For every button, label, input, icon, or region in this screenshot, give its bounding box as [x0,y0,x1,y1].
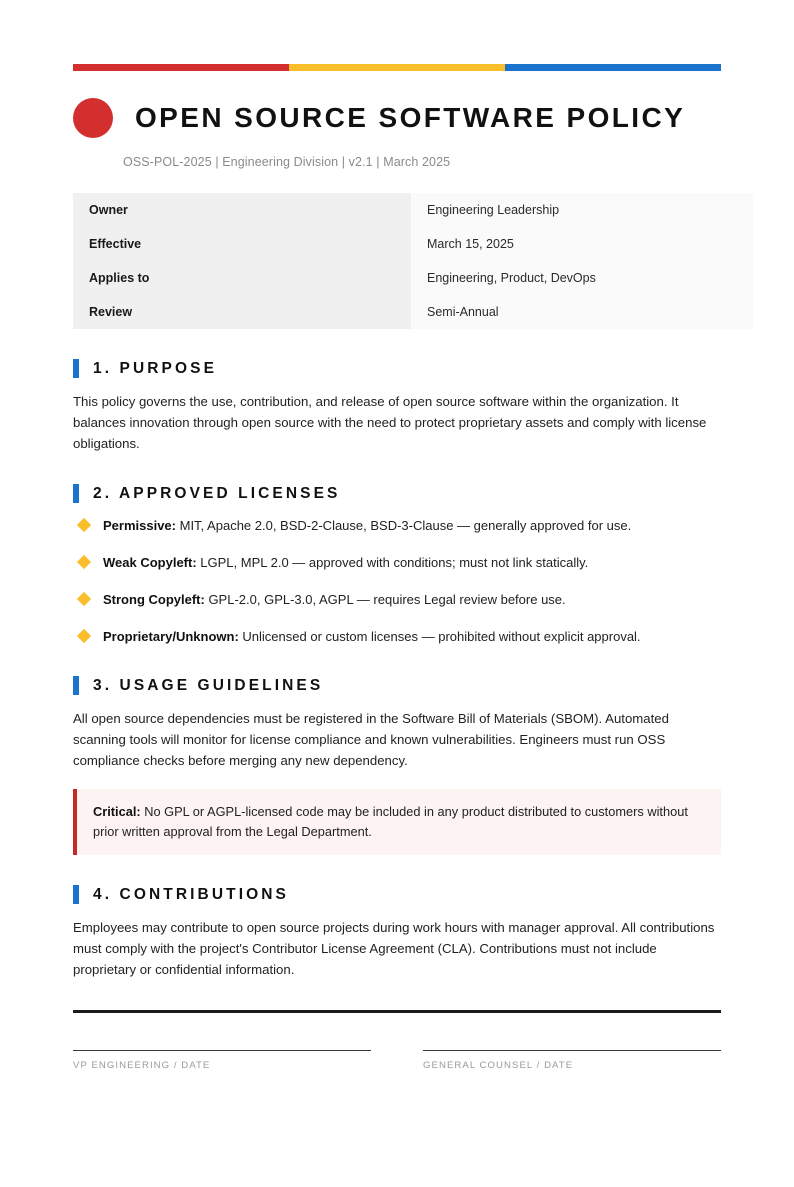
diamond-bullet-icon [77,555,91,569]
accent-segment-red [73,64,289,71]
critical-callout [73,789,721,855]
accent-segment-yellow [289,64,505,71]
meta-value-owner: Engineering Leadership [411,193,753,227]
section-accent-bar-icon [73,885,79,904]
header-accent-bar [73,64,721,71]
diamond-bullet-icon [77,629,91,643]
accent-segment-blue [505,64,721,71]
metadata-table [73,193,753,329]
meta-key-applies-to: Applies to [73,261,411,295]
list-item-text [103,516,721,535]
list-item-text [103,627,721,646]
critical-callout-text [93,802,705,841]
section-title-purpose: 1. PURPOSE [93,359,218,377]
section-title-licenses: 2. APPROVED LICENSES [93,484,341,502]
table-row [73,193,753,227]
table-row [73,261,753,295]
signature-label-general-counsel: GENERAL COUNSEL / DATE [423,1060,574,1071]
section-heading-licenses [73,484,721,503]
list-item-label: Permissive: [103,518,176,533]
section-body-contributions: Employees may contribute to open source projects during work hours with manager approval. All contributions must comply with the project's Contributor License Agreement (CLA). Contributions must not include proprietary or confidential information. [73,920,715,977]
approved-licenses-list [73,516,721,646]
section-accent-bar-icon [73,359,79,378]
list-item [73,516,721,535]
list-item-detail: GPL-2.0, GPL-3.0, AGPL — requires Legal review before use. [204,592,566,607]
signature-line [73,1050,371,1051]
section-heading-contributions [73,885,721,904]
section-body-usage: All open source dependencies must be registered in the Software Bill of Materials (SBOM). Automated scanning tools will monitor for license compliance and known vulnerabilities. Engineers must run OSS compliance checks before merging any new dependency. [73,711,669,768]
signature-field-general-counsel [423,1050,721,1071]
meta-value-applies-to: Engineering, Product, DevOps [411,261,753,295]
section-title-contributions: 4. CONTRIBUTIONS [93,885,289,903]
critical-callout-detail: No GPL or AGPL-licensed code may be included in any product distributed to customers without prior written approval from the Legal Department. [93,804,688,839]
list-item [73,627,721,646]
list-item-detail: Unlicensed or custom licenses — prohibited without explicit approval. [238,629,641,644]
list-item-detail: LGPL, MPL 2.0 — approved with conditions; must not link statically. [196,555,589,570]
document-page [0,64,794,1187]
red-circle-logo-icon [73,98,113,138]
footer-divider [73,1010,721,1013]
table-row [73,227,753,261]
section-title-usage: 3. USAGE GUIDELINES [93,676,324,694]
diamond-bullet-icon [77,592,91,606]
meta-value-review: Semi-Annual [411,295,753,329]
masthead [73,97,721,139]
list-item-label: Strong Copyleft: [103,592,205,607]
list-item-label: Weak Copyleft: [103,555,197,570]
diamond-bullet-icon [77,518,91,532]
list-item-label: Proprietary/Unknown: [103,629,239,644]
section-body-purpose: This policy governs the use, contribution, and release of open source software within the organization. It balances innovation through open source with the need to protect proprietary assets and comply with license obligations. [73,394,707,451]
meta-key-review: Review [73,295,411,329]
meta-key-effective: Effective [73,227,411,261]
section-accent-bar-icon [73,484,79,503]
section-accent-bar-icon [73,676,79,695]
meta-value-effective: March 15, 2025 [411,227,753,261]
section-heading-purpose [73,359,721,378]
list-item-text [103,553,721,572]
section-heading-usage [73,676,721,695]
signature-label-vp-engineering: VP ENGINEERING / DATE [73,1060,211,1071]
page-title: OPEN SOURCE SOFTWARE POLICY [135,102,686,133]
list-item-text [103,590,721,609]
signature-line [423,1050,721,1051]
document-subtitle: OSS-POL-2025 | Engineering Division | v2.1 | March 2025 [123,155,451,169]
critical-callout-label: Critical: [93,804,141,819]
table-row [73,295,753,329]
list-item [73,553,721,572]
signature-field-vp-engineering [73,1050,371,1071]
list-item [73,590,721,609]
signature-block [73,1050,721,1071]
meta-key-owner: Owner [73,193,411,227]
list-item-detail: MIT, Apache 2.0, BSD-2-Clause, BSD-3-Clause — generally approved for use. [176,518,632,533]
